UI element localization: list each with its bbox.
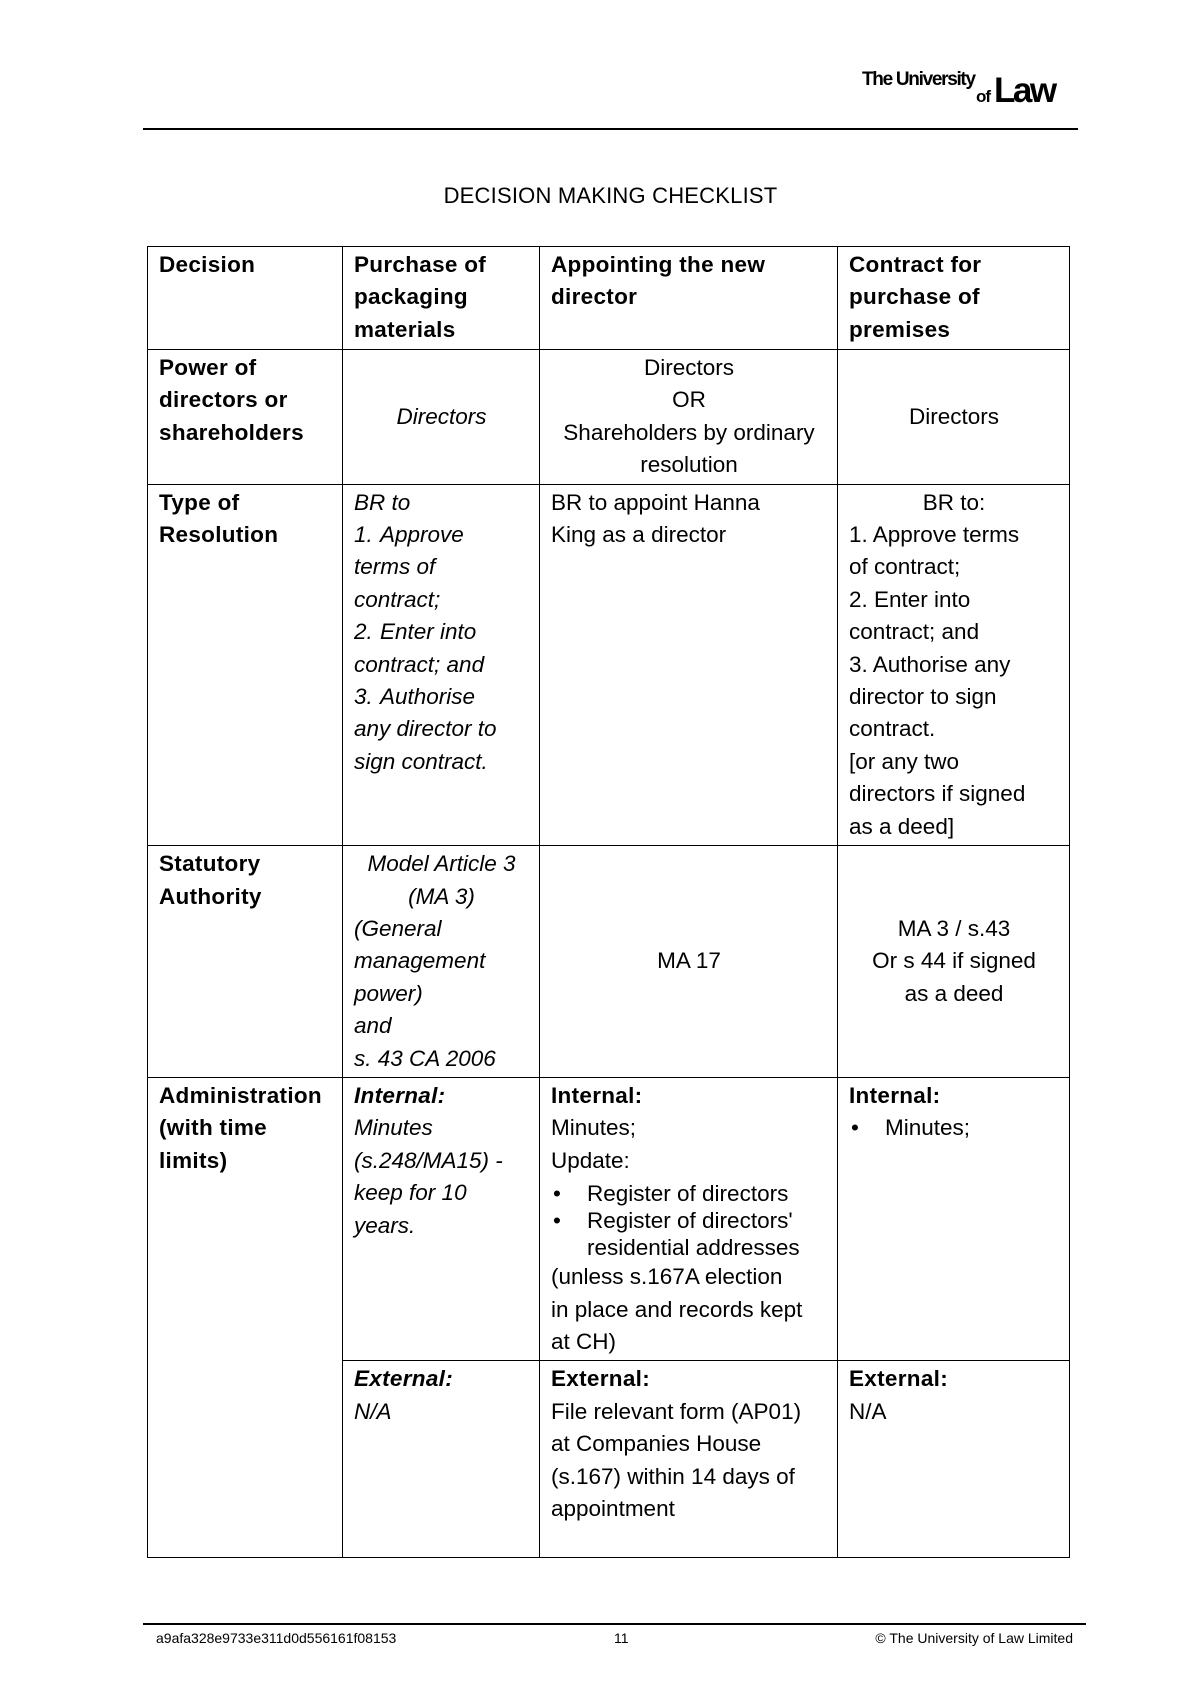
bullet-register-addresses: • Register of directors' residential addresses	[551, 1207, 827, 1261]
statutory-cell-packaging: Model Article 3 (MA 3) (General management power) and s. 43 CA 2006	[343, 846, 540, 1078]
footer-document-id: a9afa328e9733e311d0d556161f08153	[156, 1630, 397, 1646]
row-label-power: Power of directors or shareholders	[148, 350, 343, 485]
logo-text-of: of	[976, 87, 991, 106]
admin-internal-packaging: Internal: Minutes (s.248/MA15) - keep for 10 years.	[343, 1077, 540, 1360]
admin-internal-director: Internal: Minutes; Update: • Register of directors • Register of directors' residential addresses (unless s.167A election in place and records kept at CH)	[540, 1077, 838, 1360]
logo-text-the-university: The University	[862, 69, 975, 90]
power-cell-packaging: Directors	[343, 350, 540, 485]
statutory-cell-director: MA 17	[540, 846, 838, 1078]
admin-external-director: External: File relevant form (AP01) at Companies House (s.167) within 14 days of appointment	[540, 1361, 838, 1558]
header-contract-premises: Contract for purchase of premises	[838, 247, 1070, 350]
table-row-statutory	[148, 846, 1070, 1078]
row-label-administration: Administration (with time limits)	[148, 1077, 343, 1557]
row-label-statutory: Statutory Authority	[148, 846, 343, 1078]
admin-internal-premises: Internal: • Minutes;	[838, 1077, 1070, 1360]
university-logo	[862, 68, 1068, 110]
statutory-cell-premises: MA 3 / s.43 Or s 44 if signed as a deed	[838, 846, 1070, 1078]
table-row-admin-internal	[148, 1077, 1070, 1360]
table-header-row	[148, 247, 1070, 350]
power-cell-director: Directors OR Shareholders by ordinary resolution	[540, 350, 838, 485]
power-cell-premises: Directors	[838, 350, 1070, 485]
table-row-power	[148, 350, 1070, 485]
resolution-cell-director: BR to appoint Hanna King as a director	[540, 484, 838, 845]
bullet-register-directors: • Register of directors	[551, 1180, 827, 1207]
footer-divider	[143, 1623, 1086, 1625]
table-row-resolution	[148, 484, 1070, 845]
decision-checklist-table	[147, 246, 1070, 1558]
resolution-cell-premises: BR to: 1. Approve terms of contract; 2. Enter into contract; and 3. Authorise any director to sign contract. [or any two directors if signed as a deed]	[838, 484, 1070, 845]
header-divider	[143, 128, 1078, 130]
footer-copyright: © The University of Law Limited	[875, 1630, 1073, 1646]
header-purchase-packaging: Purchase of packaging materials	[343, 247, 540, 350]
bullet-minutes: • Minutes;	[849, 1112, 1059, 1144]
header-decision: Decision	[148, 247, 343, 350]
footer-page-number: 11	[614, 1630, 629, 1646]
admin-external-premises: External: N/A	[838, 1361, 1070, 1558]
page-title: DECISION MAKING CHECKLIST	[443, 183, 778, 208]
admin-external-packaging: External: N/A	[343, 1361, 540, 1558]
row-label-resolution: Type of Resolution	[148, 484, 343, 845]
logo-text-law: Law	[994, 71, 1055, 110]
header-appointing-director: Appointing the new director	[540, 247, 838, 350]
resolution-cell-packaging: BR to 1. Approve terms of contract; 2. Enter into contract; and 3. Authorise any director to sign contract.	[343, 484, 540, 845]
